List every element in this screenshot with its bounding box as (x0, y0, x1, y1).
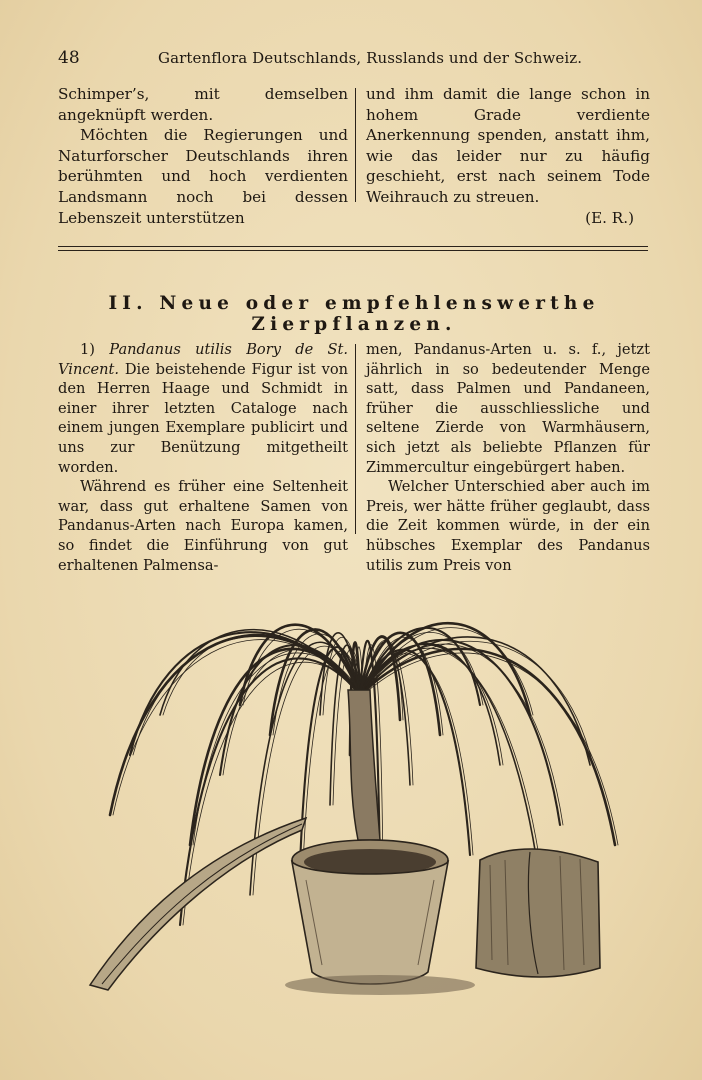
article-right-paragraph-2: Welcher Unterschied aber auch im Preis, wer hätte früher geglaubt, dass die Zeit kommen würde, in der ein hübsches Exemplar des Pandanus utilis zum Preis von (366, 478, 650, 574)
article-left-paragraph-2: Während es früher eine Seltenheit war, dass gut erhaltene Samen von Pandanus-Arten nach Europa kamen, so findet die Einführung von gut erhaltenen Palmensa- (58, 478, 348, 574)
pandanus-illustration (80, 560, 640, 1000)
plant-leaf (360, 640, 560, 825)
section-rule-lower (58, 250, 648, 251)
top-right-column (366, 84, 650, 227)
section-rule-upper (58, 246, 648, 247)
plant-leaf (360, 649, 615, 845)
trunk-section-right (476, 849, 600, 977)
article-left-paragraph-1 (58, 340, 348, 477)
section-title: II. Neue oder empfehlenswerthe Zierpflanzen. (108, 293, 600, 335)
plant-leaf-edge (223, 649, 363, 775)
article-columns (58, 340, 650, 575)
article-right-paragraph-1: men, Pandanus-Arten u. s. f., jetzt jährlich in so bedeutender Menge satt, dass Palmen und Pandaneen, früher die ausschliessliche und seltene Zierde von Warmhäusern, sich jetzt als beliebte Pflanzen für Zimmercultur eingebürgert haben. (366, 341, 650, 476)
top-text-columns (58, 84, 650, 227)
running-title: Gartenflora Deutschlands, Russlands und der Schweiz. (158, 49, 583, 67)
column-divider-article (355, 344, 356, 534)
cut-leaf-left (90, 818, 306, 990)
entry-text: Die beistehende Figur ist von den Herren Haage und Schmidt in einer ihrer letzten Cataloge nach einem jungen Exemplare publicirt und uns zur Benützung mitgetheilt worden. (58, 360, 349, 476)
author-signature: (E. R.) (585, 208, 634, 227)
plant-pot (292, 862, 448, 984)
plant-leaf (110, 636, 360, 815)
top-left-paragraph-1: Schimper’s, mit demselben angeknüpft werden. (58, 85, 348, 124)
article-right-column (366, 340, 650, 575)
entry-name: Pandanus utilis Bory de St. Vincent. (58, 341, 348, 378)
top-right-paragraph-1: und ihm damit die lange schon in hohem Grade verdiente Anerkennung spenden, anstatt ihm, wie das leider nur zu häufig geschieht, erst nach seinem Tode Weihrauch zu streuen. (366, 85, 650, 206)
column-divider-top (355, 88, 356, 202)
top-left-paragraph-2: Möchten die Regierungen und Naturforscher Deutschlands ihren berühmten und hoch verdienten Landsmann noch bei dessen Lebenszeit unterstützen (58, 126, 348, 227)
article-left-column (58, 340, 348, 575)
plant-leaf-edge (363, 644, 563, 825)
page-header (58, 48, 650, 72)
page-number: 48 (58, 48, 80, 68)
entry-number: 1) (80, 341, 95, 358)
top-left-column (58, 84, 348, 227)
